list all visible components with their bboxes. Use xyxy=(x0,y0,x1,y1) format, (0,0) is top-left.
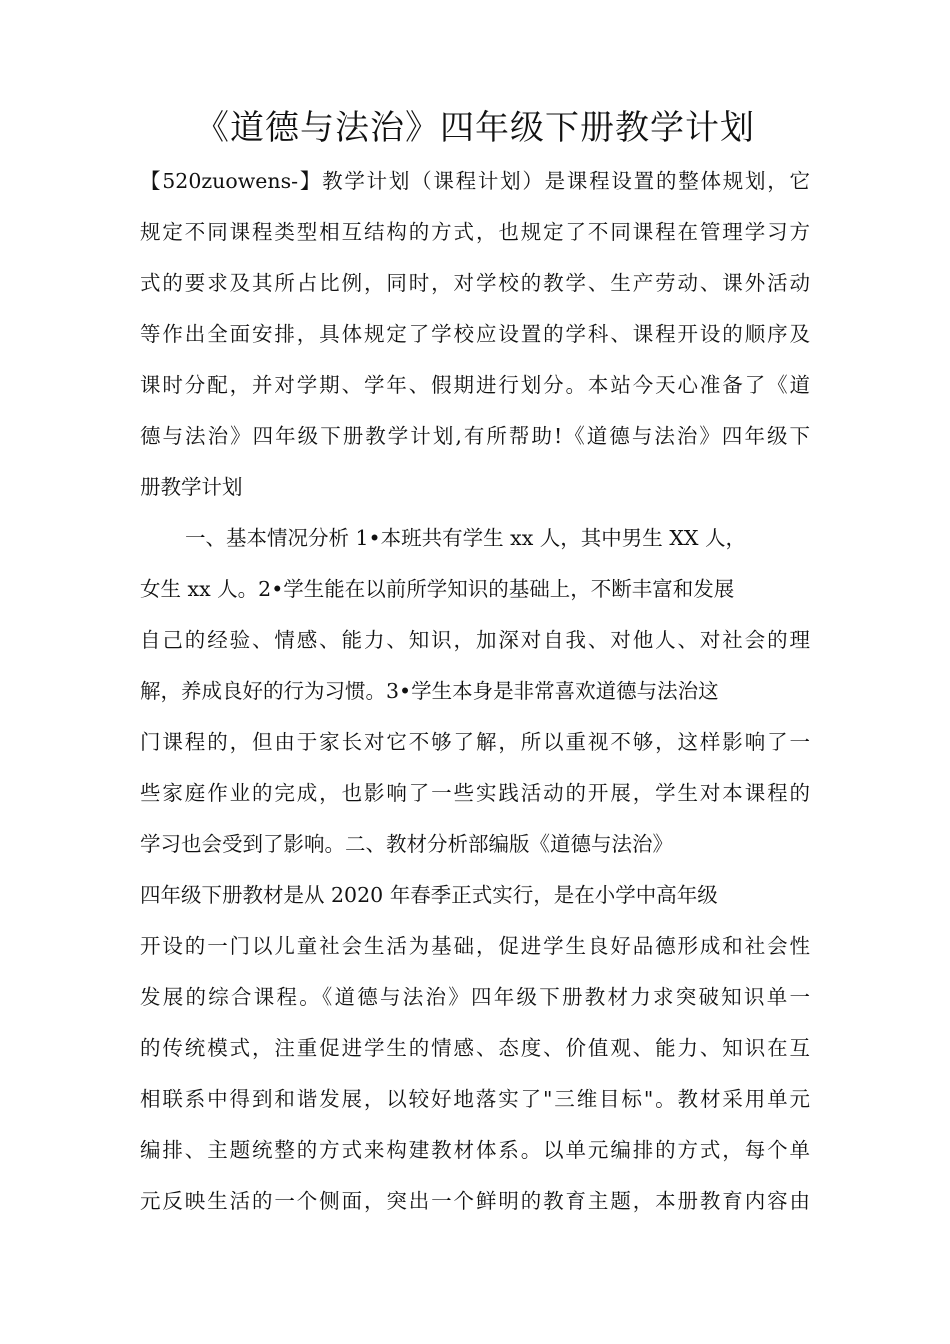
body-line: 册教学计划 xyxy=(140,475,243,499)
body-line: 学习也会受到了影响。二、教材分析部编版《道德与法治》 xyxy=(140,832,673,856)
body-line: 四年级下册教材是从 2020 年春季正式实行，是在小学中高年级 xyxy=(140,883,718,907)
body-line: 【520zuowens-】教学计划（课程计划）是课程设置的整体规划，它 xyxy=(140,169,810,193)
body-line: 等作出全面安排，具体规定了学校应设置的学科、课程开设的顺序及 xyxy=(140,322,810,346)
body-line: 编排、主题统整的方式来构建教材体系。以单元编排的方式，每个单 xyxy=(140,1138,810,1162)
body-line: 一、基本情况分析 1•本班共有学生 xx 人，其中男生 XX 人， xyxy=(185,526,747,550)
document-title: 《道德与法治》四年级下册教学计划 xyxy=(195,108,755,148)
body-line: 解，养成良好的行为习惯。3•学生本身是非常喜欢道德与法治这 xyxy=(140,679,719,703)
body-line: 自己的经验、情感、能力、知识，加深对自我、对他人、对社会的理 xyxy=(140,628,810,652)
body-line: 开设的一门以儿童社会生活为基础，促进学生良好品德形成和社会性 xyxy=(140,934,810,958)
body-line: 德与法治》四年级下册教学计划,有所帮助!《道德与法治》四年级下 xyxy=(140,424,810,448)
body-line: 相联系中得到和谐发展，以较好地落实了"三维目标"。教材采用单元 xyxy=(140,1087,810,1111)
body-line: 些家庭作业的完成，也影响了一些实践活动的开展，学生对本课程的 xyxy=(140,781,810,805)
body-line: 门课程的，但由于家长对它不够了解，所以重视不够，这样影响了一 xyxy=(140,730,810,754)
body-line: 课时分配，并对学期、学年、假期进行划分。本站今天心准备了《道 xyxy=(140,373,810,397)
body-line: 发展的综合课程。《道德与法治》四年级下册教材力求突破知识单一 xyxy=(140,985,810,1009)
body-line: 规定不同课程类型相互结构的方式，也规定了不同课程在管理学习方 xyxy=(140,220,810,244)
body-line: 的传统模式，注重促进学生的情感、态度、价值观、能力、知识在互 xyxy=(140,1036,810,1060)
body-line: 元反映生活的一个侧面，突出一个鲜明的教育主题，本册教育内容由 xyxy=(140,1189,810,1213)
body-line: 女生 xx 人。2•学生能在以前所学知识的基础上，不断丰富和发展 xyxy=(140,577,735,601)
document-body xyxy=(140,163,810,1234)
body-line: 式的要求及其所占比例，同时，对学校的教学、生产劳动、课外活动 xyxy=(140,271,810,295)
